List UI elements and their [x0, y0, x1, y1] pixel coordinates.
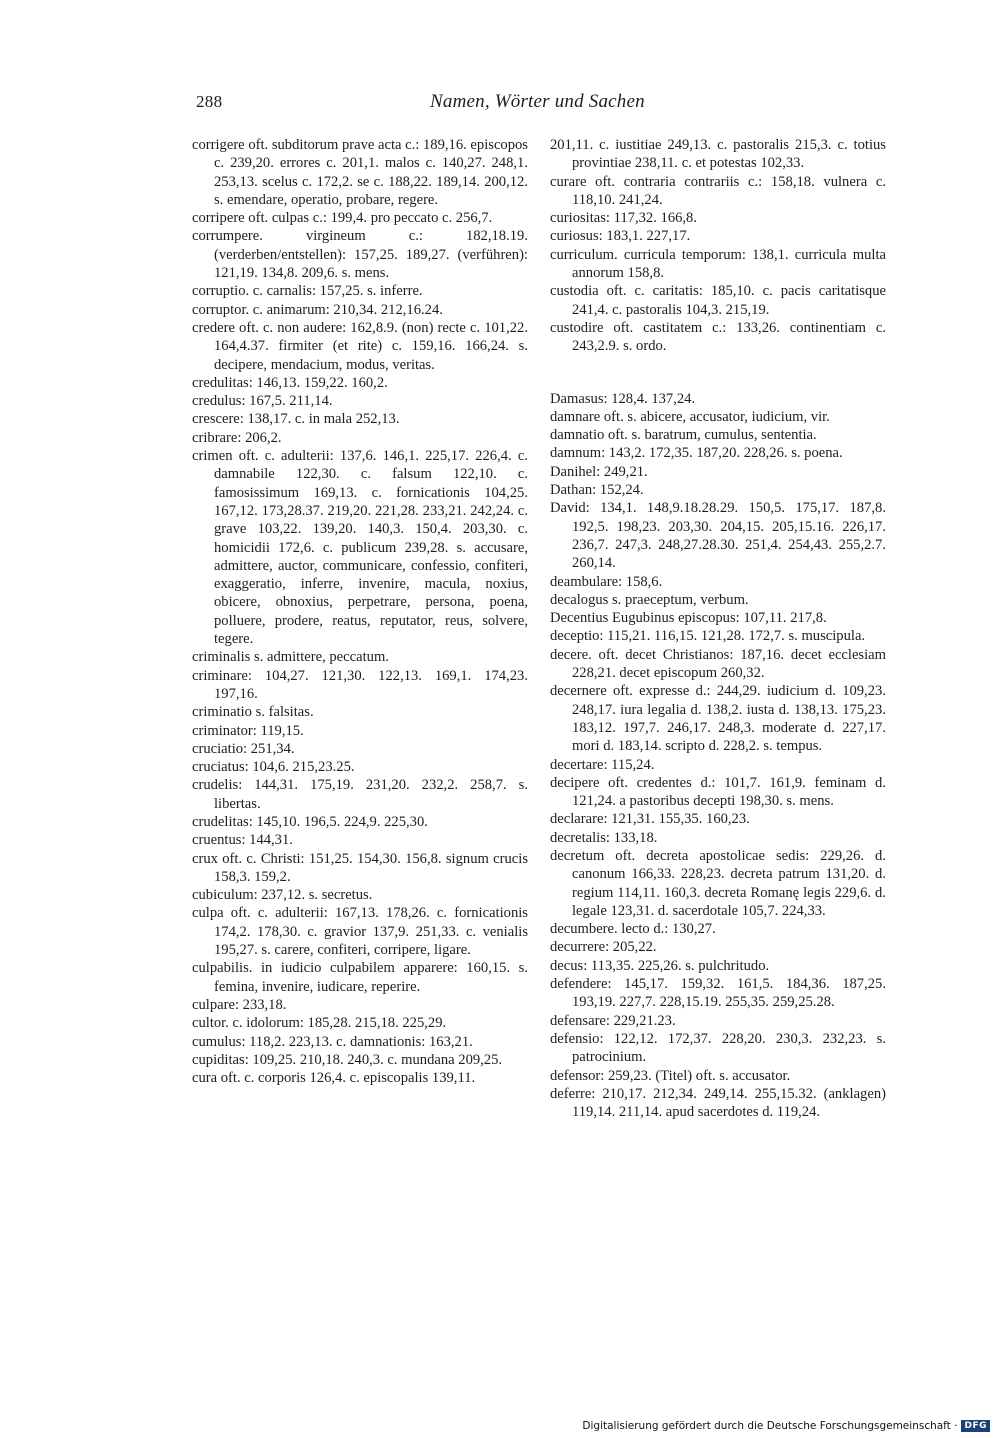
index-entry: custodia oft. c. caritatis: 185,10. c. pacis caritatisque 241,4. c. pastoralis 104,3. 215,19. [550, 283, 886, 318]
index-entry: decertare: 115,24. [550, 756, 655, 773]
index-entry: Danihel: 249,21. [550, 463, 648, 480]
digitization-credit [582, 1420, 990, 1432]
index-entry: damnatio oft. s. baratrum, cumulus, sententia. [550, 427, 817, 444]
index-entry: corrigere oft. subditorum prave acta c.: 189,16. episcopos c. 239,20. errores c. 201,1. malos c. 140,27. 248,1. 253,13. scelus c. 172,2. se c. 188,22. 189,14. 200,12. s. emendare, operatio, probare, regere. [192, 137, 528, 208]
index-entry: cruciatio: 251,34. [192, 740, 295, 757]
index-entry: curiositas: 117,32. 166,8. [550, 210, 698, 227]
index-entry: decus: 113,35. 225,26. s. pulchritudo. [550, 957, 770, 974]
index-entry: crudelitas: 145,10. 196,5. 224,9. 225,30. [192, 813, 428, 830]
index-entry: culpare: 233,18. [192, 996, 287, 1013]
index-entry: defensare: 229,21.23. [550, 1012, 676, 1029]
index-entry: deferre: 210,17. 212,34. 249,14. 255,15.32. (anklagen) 119,14. 211,14. apud sacerdotes d. 119,24. [550, 1085, 886, 1121]
index-entry: defendere: 145,17. 159,32. 161,5. 184,36. 187,25. 193,19. 227,7. 228,15.19. 255,35. 259,25.28. [550, 976, 886, 1011]
index-entry: criminalis s. admittere, peccatum. [192, 649, 389, 666]
index-entry: culpabilis. in iudicio culpabilem apparere: 160,15. s. femina, invenire, iudicare, reperire. [192, 960, 528, 995]
index-entry: Dathan: 152,24. [550, 482, 644, 499]
index-entry: crudelis: 144,31. 175,19. 231,20. 232,2. 258,7. s. libertas. [192, 777, 528, 812]
running-title: Namen, Wörter und Sachen [430, 91, 645, 112]
index-entry: deambulare: 158,6. [550, 573, 663, 590]
index-entry: criminatio s. falsitas. [192, 704, 314, 721]
index-entry: crescere: 138,17. c. in mala 252,13. [192, 411, 400, 428]
index-column-left [192, 136, 528, 1087]
index-entry: Damasus: 128,4. 137,24. [550, 390, 696, 407]
index-entry: cumulus: 118,2. 223,13. c. damnationis: 163,21. [192, 1033, 473, 1050]
index-entry: decretum oft. decreta apostolicae sedis: 229,26. d. canonum 166,33. 228,23. decreta patrum 131,20. d. regium 114,11. 160,3. decreta Romanę legis 229,6. d. legale 123,31. d. sacerdotale 105,7. 224,33. [550, 847, 886, 919]
index-entry: credulus: 167,5. 211,14. [192, 393, 333, 410]
index-entry: corripere oft. culpas c.: 199,4. pro peccato c. 256,7. [192, 210, 493, 227]
index-entry: damnare oft. s. abicere, accusator, iudicium, vir. [550, 408, 830, 425]
index-entry: defensor: 259,23. (Titel) oft. s. accusator. [550, 1067, 791, 1084]
index-entry: crux oft. c. Christi: 151,25. 154,30. 156,8. signum crucis 158,3. 159,2. [192, 850, 528, 885]
index-entry: declarare: 121,31. 155,35. 160,23. [550, 811, 750, 828]
footer-credit-text: Digitalisierung gefördert durch die Deutsche Forschungsgemeinschaft · [582, 1420, 958, 1432]
index-entry: criminare: 104,27. 121,30. 122,13. 169,1. 174,23. 197,16. [192, 667, 528, 702]
index-entry: 201,11. c. iustitiae 249,13. c. pastoralis 215,3. c. totius provintiae 238,11. c. et potestas 102,33. [550, 137, 886, 172]
index-entry: cupiditas: 109,25. 210,18. 240,3. c. mundana 209,25. [192, 1051, 503, 1068]
index-entry: decipere oft. credentes d.: 101,7. 161,9. feminam d. 121,24. a pastoribus decepti 198,30. s. mens. [550, 774, 886, 810]
index-entry: cruciatus: 104,6. 215,23.25. [192, 759, 355, 776]
index-entry: corrumpere. virgineum c.: 182,18.19. (verderben/entstellen): 157,25. 189,27. (verführen): 121,19. 134,8. 209,6. s. mens. [192, 228, 528, 282]
index-entry: culpa oft. c. adulterii: 167,13. 178,26. c. fornicationis 174,2. 178,30. c. gravior 137,9. 251,33. c. venialis 195,27. s. carere, confiteri, corripere, ligare. [192, 905, 528, 959]
index-entry: decumbere. lecto d.: 130,27. [550, 921, 716, 938]
index-entry: curriculum. curricula temporum: 138,1. curricula multa annorum 158,8. [550, 246, 886, 282]
index-entry: cultor. c. idolorum: 185,28. 215,18. 225,29. [192, 1015, 447, 1032]
index-entry: cubiculum: 237,12. s. secretus. [192, 887, 373, 904]
index-entry: credere oft. c. non audere: 162,8.9. (non) recte c. 101,22. 164,4.37. firmiter (et rite) c. 159,16. 166,24. s. decipere, mendacium, modus, veritas. [192, 319, 528, 373]
index-entry: corruptor. c. animarum: 210,34. 212,16.24. [192, 301, 443, 318]
index-entry: cura oft. c. corporis 126,4. c. episcopalis 139,11. [192, 1070, 476, 1087]
index-entry: cribrare: 206,2. [192, 429, 282, 446]
index-entry: Decentius Eugubinus episcopus: 107,11. 217,8. [550, 610, 827, 627]
index-entry: criminator: 119,15. [192, 722, 304, 739]
index-entry: curiosus: 183,1. 227,17. [550, 228, 691, 245]
index-entry: custodire oft. castitatem c.: 133,26. continentiam c. 243,2.9. s. ordo. [550, 319, 886, 355]
index-entry: credulitas: 146,13. 159,22. 160,2. [192, 374, 388, 391]
index-entry: David: 134,1. 148,9.18.28.29. 150,5. 175,17. 187,8. 192,5. 198,23. 203,30. 204,15. 205,15.16. 226,17. 236,7. 247,3. 248,27.28.30. 251,4. 254,43. 255,2.7. 260,14. [550, 500, 886, 572]
index-entry: defensio: 122,12. 172,37. 228,20. 230,3. 232,23. s. patrocinium. [550, 1030, 886, 1066]
index-entry: cruentus: 144,31. [192, 832, 293, 849]
index-entry: damnum: 143,2. 172,35. 187,20. 228,26. s. poena. [550, 445, 843, 462]
index-entry: deceptio: 115,21. 116,15. 121,28. 172,7. s. muscipula. [550, 628, 866, 645]
letter-section-gap [550, 356, 886, 390]
index-entry: decretalis: 133,18. [550, 829, 658, 846]
index-entry: corruptio. c. carnalis: 157,25. s. inferre. [192, 283, 423, 300]
index-entry: crimen oft. c. adulterii: 137,6. 146,1. 225,17. 226,4. c. damnabile 122,30. c. falsum 122,10. c. famosissimum 169,13. c. fornicationis 104,25. 167,12. 173,28.37. 219,20. 221,28. 233,21. 242,24. c. grave 103,22. 139,20. 140,3. 150,4. 203,30. c. homicidii 172,6. c. publicum 239,28. s. accusare, admittere, auctor, communicare, confessio, confiteri, exaggeratio, inferre, invenire, macula, noxius, obicere, obnoxius, perpetrare, persona, poena, polluere, prodere, reatus, reputator, reus, solvere, tegere. [192, 448, 528, 648]
right-column-top-entries [550, 136, 886, 356]
page-number: 288 [196, 92, 223, 111]
index-entry: decalogus s. praeceptum, verbum. [550, 591, 749, 608]
right-column-d-entries [550, 390, 886, 1122]
index-entry: decernere oft. expresse d.: 244,29. iudicium d. 109,23. 248,17. iura legalia d. 138,2. iusta d. 138,13. 175,23. 183,12. 197,7. 246,17. 248,3. moderate d. 227,17. mori d. 183,14. scripto d. 228,2. s. tempus. [550, 683, 886, 755]
index-column-right [550, 136, 886, 1121]
index-entry: decurrere: 205,22. [550, 939, 657, 956]
index-entry: curare oft. contraria contrariis c.: 158,18. vulnera c. 118,10. 241,24. [550, 173, 886, 208]
index-entry: decere. oft. decet Christianos: 187,16. decet ecclesiam 228,21. decet episcopum 260,32. [550, 646, 886, 682]
dfg-logo: DFG [961, 1420, 990, 1432]
